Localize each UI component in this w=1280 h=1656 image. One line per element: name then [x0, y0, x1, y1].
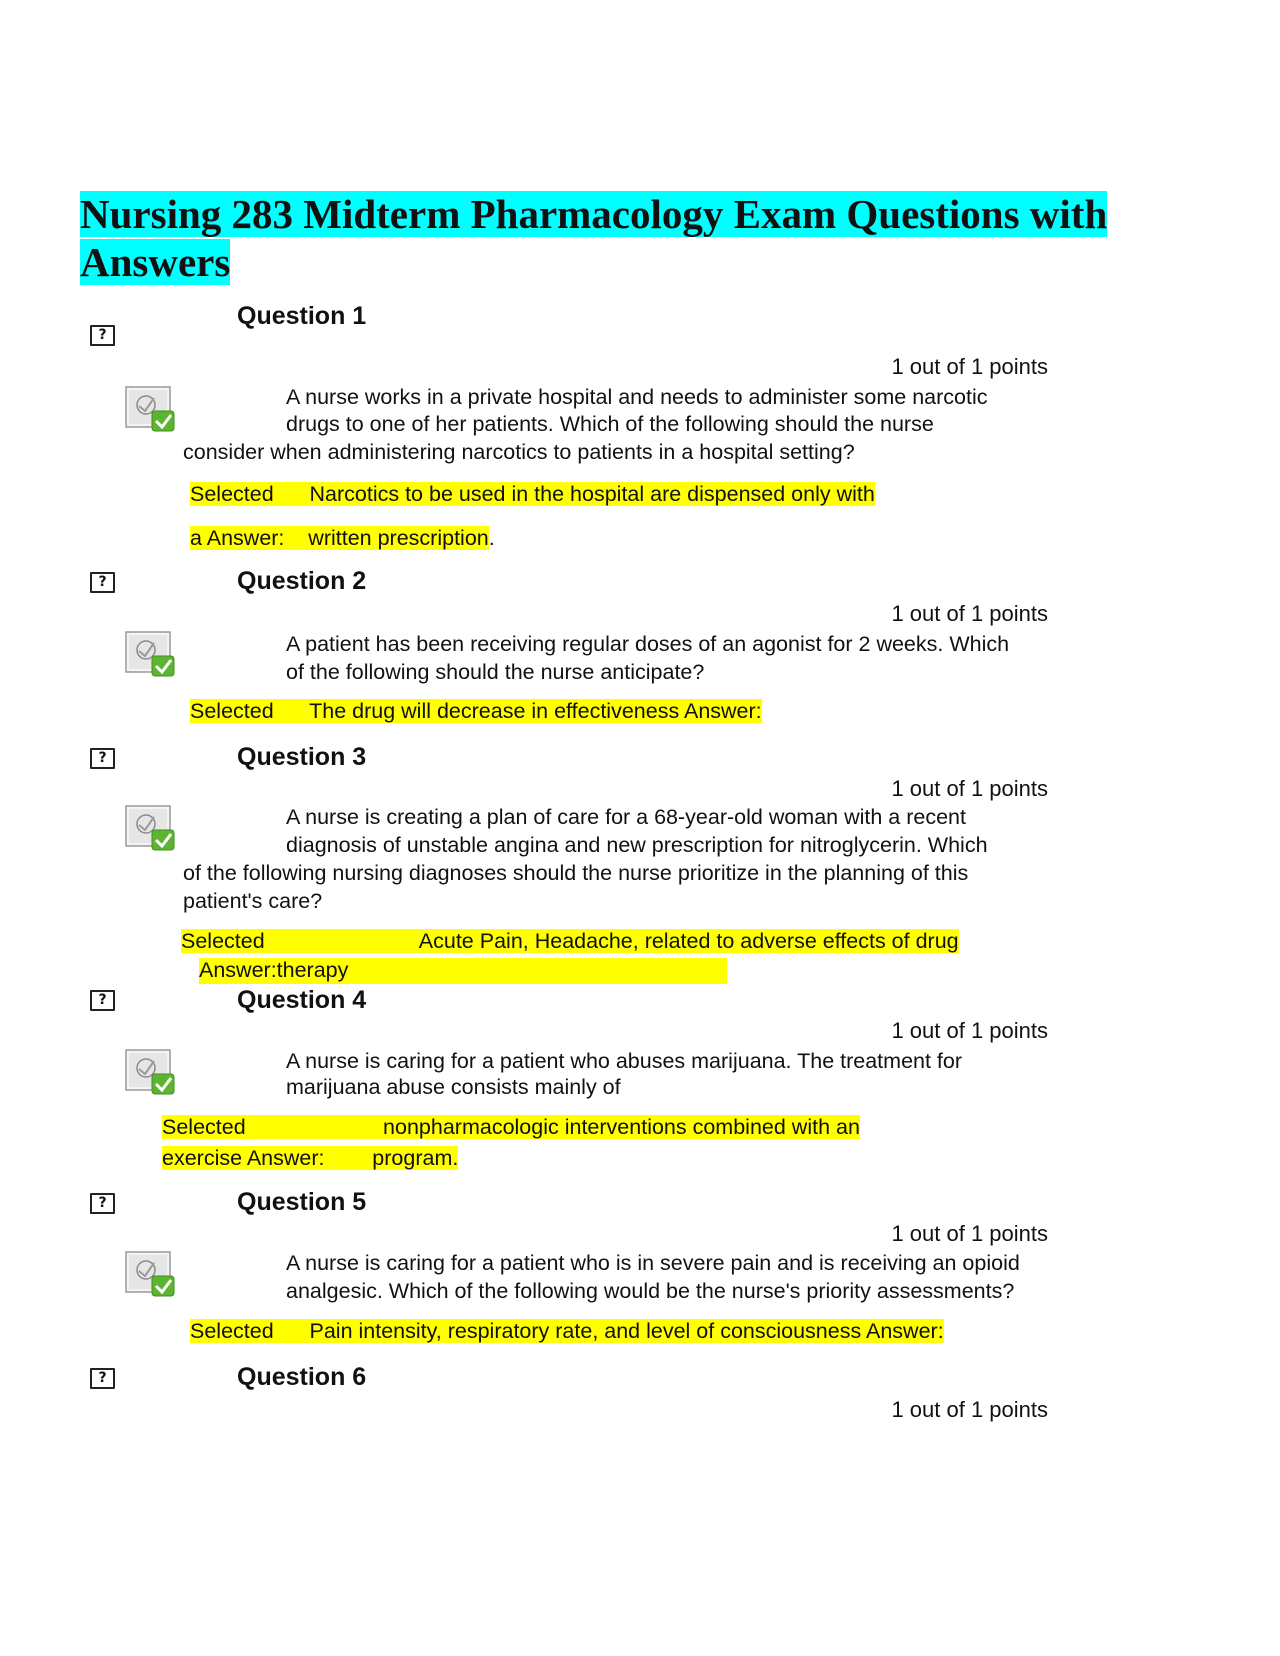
question-1-answer-line-1	[190, 482, 875, 507]
question-5-answer-line-1	[190, 1319, 944, 1344]
question-6-heading: Question 6	[237, 1363, 367, 1391]
question-4-text-line-2: marijuana abuse consists mainly of	[286, 1075, 621, 1099]
question-3-text-line-4: patient's care?	[183, 889, 323, 913]
question-5-text-line-1: A nurse is caring for a patient who is in severe pain and is receiving an opioid	[286, 1251, 1020, 1275]
answer-highlight: a Answer: written prescription	[190, 526, 489, 550]
check-paper-icon	[124, 804, 180, 854]
question-3-text-line-1: A nurse is creating a plan of care for a 68-year-old woman with a recent	[286, 805, 966, 829]
question-box-icon: ?	[90, 748, 115, 769]
question-2-points: 1 out of 1 points	[891, 601, 1048, 626]
check-paper-icon	[124, 1048, 180, 1098]
question-1-heading: Question 1	[237, 302, 367, 330]
question-1-text-line-1: A nurse works in a private hospital and needs to administer some narcotic	[286, 385, 988, 409]
question-3-text-line-2: diagnosis of unstable angina and new prescription for nitroglycerin. Which	[286, 833, 988, 857]
question-1-text-line-2: drugs to one of her patients. Which of the following should the nurse	[286, 412, 934, 436]
document-title	[80, 190, 1107, 286]
answer-highlight: Selected The drug will decrease in effectiveness Answer:	[190, 699, 762, 723]
question-1-answer-line-2	[190, 524, 495, 554]
question-box-icon: ?	[90, 325, 115, 346]
question-3-text-line-3: of the following nursing diagnoses should the nurse prioritize in the planning of this	[183, 861, 969, 885]
question-box-icon: ?	[90, 990, 115, 1011]
question-4-points: 1 out of 1 points	[891, 1018, 1048, 1043]
question-4-answer-line-2	[162, 1146, 458, 1171]
check-paper-icon	[124, 385, 180, 435]
answer-tail: .	[488, 526, 495, 550]
title-line-1: Nursing 283 Midterm Pharmacology Exam Questions with	[80, 191, 1108, 237]
question-box-icon: ?	[90, 572, 115, 593]
check-paper-icon	[124, 630, 180, 680]
answer-highlight: Selected Acute Pain, Headache, related to adverse effects of drug	[181, 929, 959, 953]
question-box-icon: ?	[90, 1368, 115, 1389]
answer-highlight: Selected nonpharmacologic interventions combined with an	[162, 1115, 860, 1139]
question-2-heading: Question 2	[237, 567, 367, 595]
question-5-points: 1 out of 1 points	[891, 1221, 1048, 1246]
answer-highlight: Selected Pain intensity, respiratory rate, and level of consciousness Answer:	[190, 1319, 944, 1343]
question-5-text-line-2: analgesic. Which of the following would be the nurse's priority assessments?	[286, 1279, 1015, 1303]
question-2-text-line-1: A patient has been receiving regular doses of an agonist for 2 weeks. Which	[286, 632, 1010, 656]
question-3-heading: Question 3	[237, 743, 367, 771]
question-1-points: 1 out of 1 points	[891, 354, 1048, 379]
check-paper-icon	[124, 1250, 180, 1300]
question-4-answer-line-1	[162, 1115, 860, 1140]
question-3-points: 1 out of 1 points	[891, 776, 1048, 801]
question-2-text-line-2: of the following should the nurse anticipate?	[286, 660, 705, 684]
answer-highlight: exercise Answer: program.	[162, 1146, 459, 1170]
question-1-text-line-3: consider when administering narcotics to patients in a hospital setting?	[183, 440, 855, 464]
question-box-icon: ?	[90, 1193, 115, 1214]
question-4-text-line-1: A nurse is caring for a patient who abuses marijuana. The treatment for	[286, 1049, 963, 1073]
title-line-2: Answers	[80, 239, 231, 285]
question-6-points: 1 out of 1 points	[891, 1397, 1048, 1422]
answer-highlight: Answer:therapy	[199, 958, 349, 982]
question-5-heading: Question 5	[237, 1188, 367, 1216]
question-3-answer-line-2	[199, 958, 727, 984]
question-2-answer-line-1	[190, 699, 762, 724]
answer-highlight: Selected Narcotics to be used in the hospital are dispensed only with	[190, 482, 875, 506]
question-4-heading: Question 4	[237, 986, 367, 1014]
question-3-answer-line-1	[181, 929, 959, 954]
